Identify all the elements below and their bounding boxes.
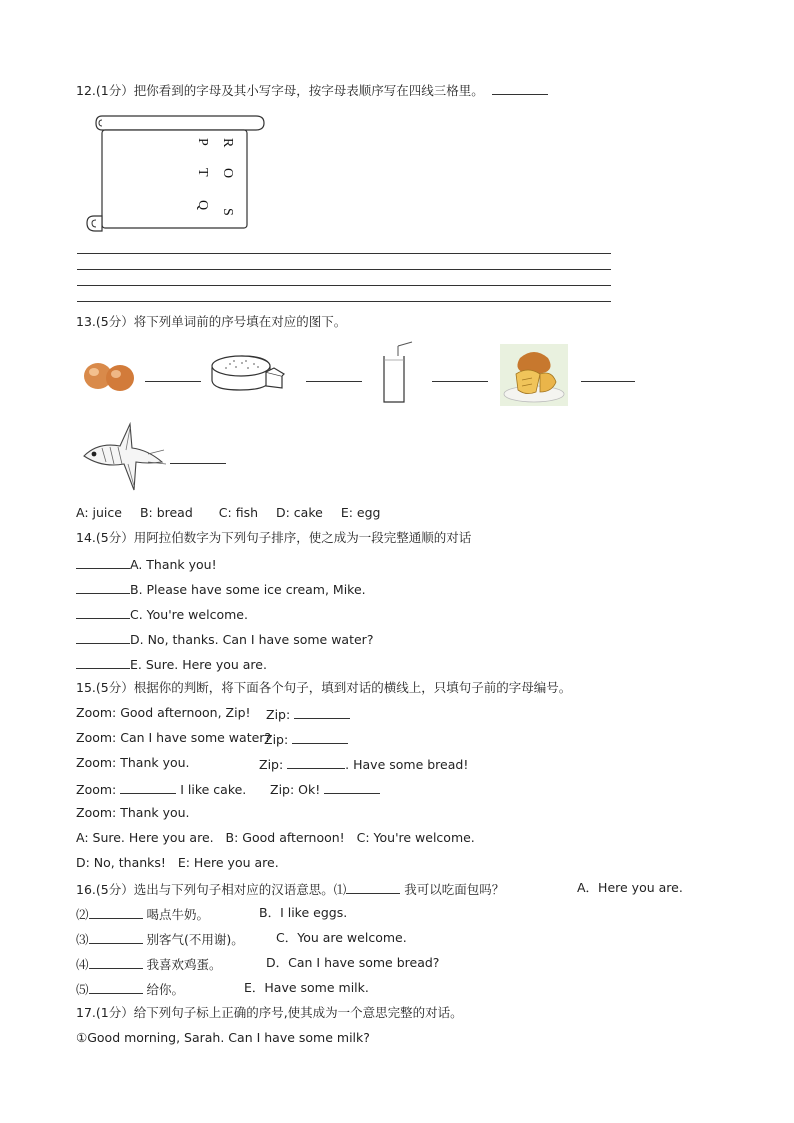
writing-line[interactable]: [77, 285, 611, 286]
dialog-line: Zip: . Have some bread!: [259, 757, 469, 772]
option-a: A: juice: [76, 505, 122, 520]
answer-blank[interactable]: [324, 780, 380, 794]
q16-option: E．Have some milk.: [244, 980, 369, 995]
writing-line[interactable]: [77, 269, 611, 270]
q13-header: 13.(5分）将下列单词前的序号填在对应的图下。: [76, 314, 347, 329]
q16-header: 16.(5分）选出与下列句子相对应的汉语意思。⑴ 我可以吃面包吗？: [76, 882, 505, 897]
q15-header: 15.(5分）根据你的判断，将下面各个句子，填到对话的横线上，只填句子前的字母编号。: [76, 680, 572, 695]
q16-option: D．Can I have some bread?: [266, 955, 440, 970]
answer-blank[interactable]: [145, 368, 201, 382]
answer-blank[interactable]: [292, 730, 348, 744]
answer-blank[interactable]: [294, 705, 350, 719]
q15-options: D: No, thanks! E: Here you are.: [76, 855, 279, 870]
q14-item: D. No, thanks. Can I have some water?: [76, 630, 373, 648]
answer-blank[interactable]: [76, 605, 130, 619]
scroll-letter: P: [195, 138, 210, 146]
dialog-line: Zoom: I like cake.: [76, 782, 247, 797]
answer-blank[interactable]: [306, 368, 362, 382]
cake-picture: [208, 350, 288, 396]
q16-option: C．You are welcome.: [276, 930, 407, 945]
answer-blank[interactable]: [492, 81, 548, 95]
answer-blank[interactable]: [346, 880, 400, 894]
answer-blank[interactable]: [287, 755, 345, 769]
q16-item: ⑶ 别客气(不用谢)。: [76, 932, 244, 947]
answer-blank[interactable]: [89, 905, 143, 919]
q12-header: 12.(1分）把你看到的字母及其小写字母，按字母表顺序写在四线三格里。: [76, 81, 548, 99]
dialog-line: Zoom: Thank you.: [76, 755, 190, 770]
answer-blank[interactable]: [89, 980, 143, 994]
q16-option: A．Here you are.: [577, 880, 683, 895]
q16-option: B．I like eggs.: [259, 905, 348, 920]
writing-line[interactable]: [77, 253, 611, 254]
q14-item: A. Thank you!: [76, 555, 217, 573]
q16-item: ⑵ 喝点牛奶。: [76, 907, 210, 922]
answer-blank[interactable]: [170, 450, 226, 464]
q14-header: 14.(5分）用阿拉伯数字为下列句子排序，使之成为一段完整通顺的对话: [76, 530, 472, 545]
option-b: B: bread: [139, 505, 193, 520]
answer-blank[interactable]: [581, 368, 635, 382]
answer-blank[interactable]: [432, 368, 488, 382]
scroll-letter: O: [220, 168, 235, 179]
answer-blank[interactable]: [76, 630, 130, 644]
q15-options: A: Sure. Here you are. B: Good afternoon! C: You're welcome.: [76, 830, 475, 845]
answer-blank[interactable]: [120, 780, 176, 794]
letter-scroll-image: [84, 112, 269, 238]
dialog-line: Zip: Ok!: [270, 780, 380, 798]
answer-blank[interactable]: [76, 655, 130, 669]
q14-item: B. Please have some ice cream, Mike.: [76, 580, 366, 598]
eggs-picture: [80, 356, 138, 394]
q14-item: E. Sure. Here you are.: [76, 655, 267, 673]
scroll-letter: T: [195, 168, 210, 177]
q16-item: ⑸ 给你。: [76, 982, 185, 997]
writing-line[interactable]: [77, 301, 611, 302]
option-c: C: fish: [218, 505, 259, 520]
dialog-line: Zoom: Thank you.: [76, 805, 190, 820]
dialog-line: Zoom: Good afternoon, Zip!: [76, 705, 251, 720]
option-e: E: egg: [340, 505, 381, 520]
bread-picture: [500, 344, 568, 406]
scroll-letter: S: [220, 208, 235, 216]
q16-item: ⑷ 我喜欢鸡蛋。: [76, 957, 222, 972]
fish-picture: [78, 420, 168, 492]
juice-picture: [378, 340, 420, 406]
answer-blank[interactable]: [89, 955, 143, 969]
q13-options: [76, 505, 380, 521]
answer-blank[interactable]: [76, 580, 130, 594]
scroll-letter: Q: [195, 200, 210, 211]
dialog-line: Zip:: [266, 705, 350, 723]
scroll-letter: R: [220, 138, 235, 148]
q17-first-sentence: ①Good morning, Sarah. Can I have some milk?: [76, 1030, 370, 1045]
q14-item: C. You're welcome.: [76, 605, 248, 623]
dialog-line: Zoom: Can I have some water?: [76, 730, 272, 745]
dialog-line: Zip:: [264, 730, 348, 748]
answer-blank[interactable]: [76, 555, 130, 569]
answer-blank[interactable]: [89, 930, 143, 944]
option-d: D: cake: [276, 505, 323, 520]
q17-header: 17.(1分）给下列句子标上正确的序号,使其成为一个意思完整的对话。: [76, 1005, 463, 1020]
